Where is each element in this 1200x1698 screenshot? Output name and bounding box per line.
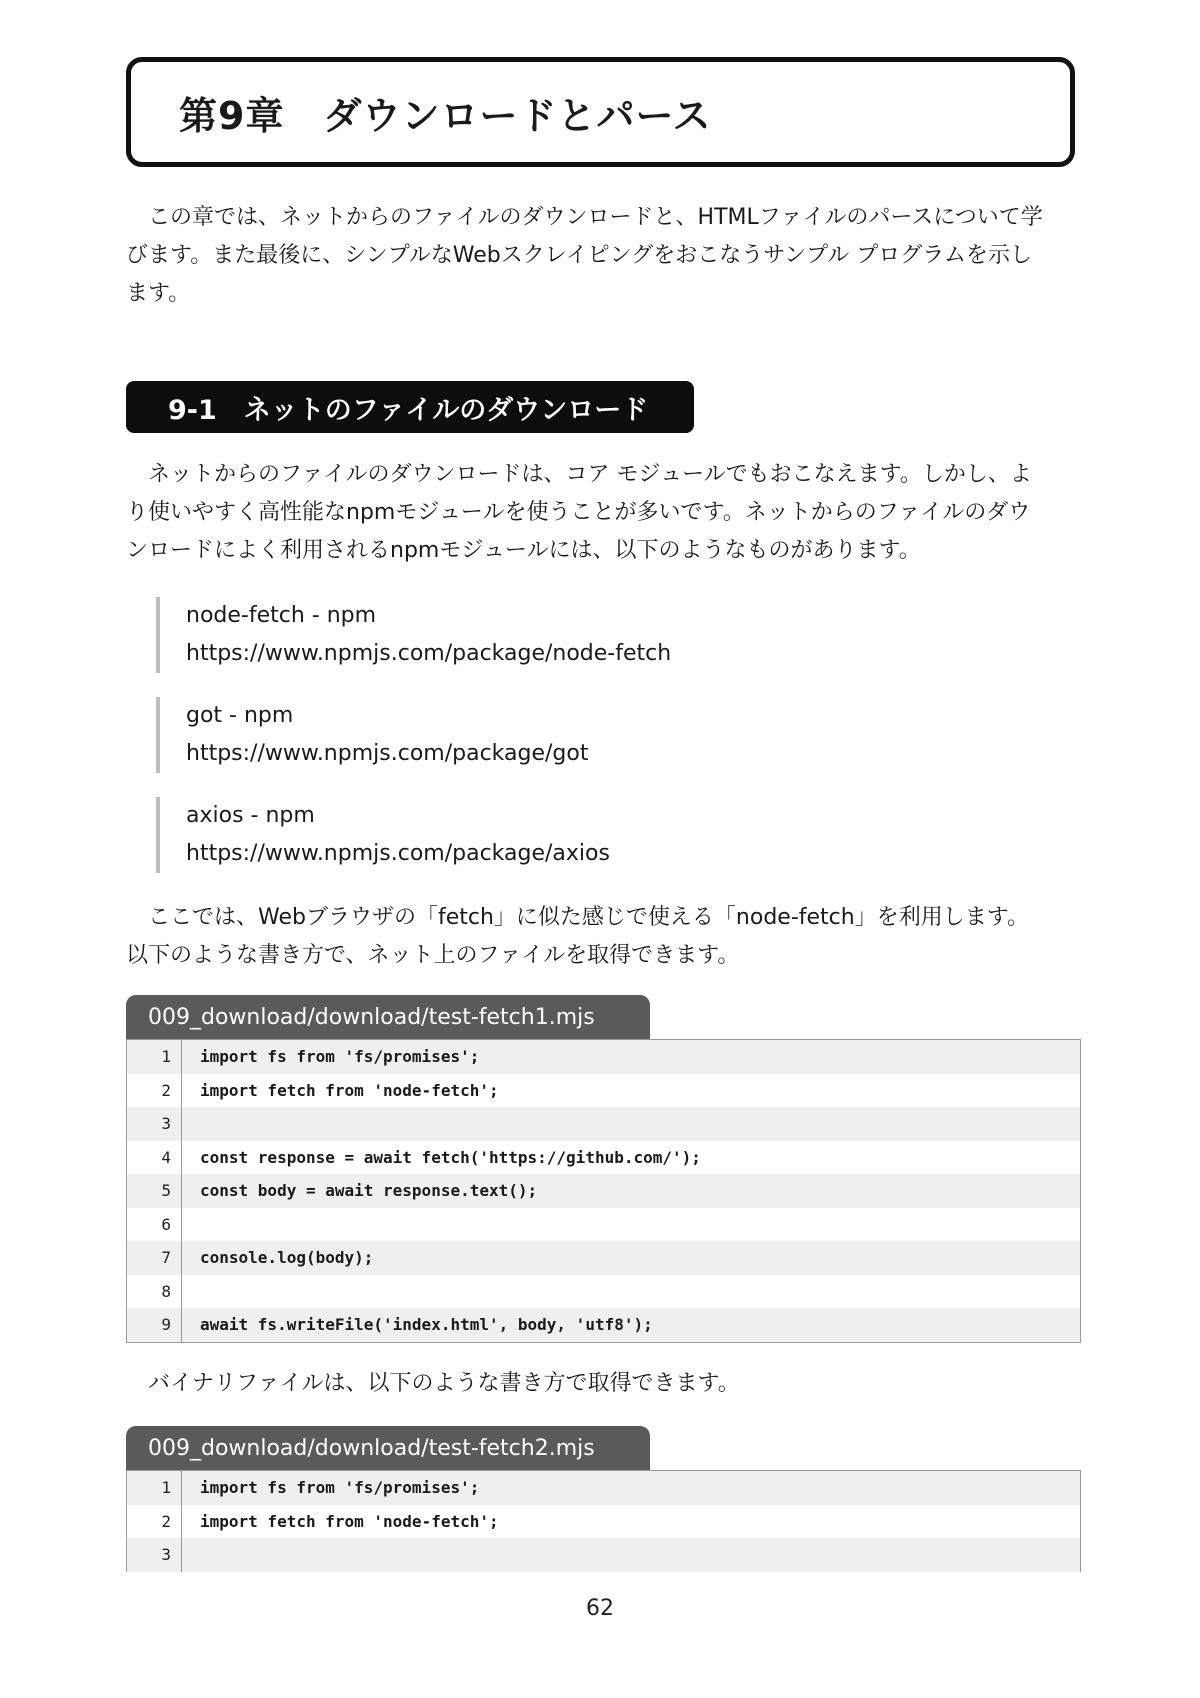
fetch-line: 以下のような書き方で、ネット上のファイルを取得できます。 [126, 943, 740, 968]
code-filename-tab [126, 1426, 650, 1470]
chapter-heading-box [126, 57, 1075, 167]
code-text: const response = await fetch('https://github.com/'); [200, 1147, 701, 1167]
code-line [127, 1275, 1080, 1309]
fetch-paragraph [126, 899, 1081, 975]
section-heading [126, 381, 694, 433]
line-number: 6 [127, 1208, 182, 1242]
code-text: import fetch from 'node-fetch'; [200, 1511, 499, 1531]
code-text: import fs from 'fs/promises'; [200, 1047, 480, 1067]
line-number: 4 [127, 1141, 182, 1175]
line-number: 2 [127, 1074, 182, 1108]
line-number: 2 [127, 1505, 182, 1539]
code-text: const body = await response.text(); [200, 1181, 538, 1201]
code-line [127, 1241, 1080, 1275]
section-line: り使いやすく高性能なnpmモジュールを使うことが多いです。ネットからのファイルのダウ [126, 500, 1031, 525]
reference-got [156, 697, 856, 773]
intro-line: びます。また最後に、シンプルなWebスクレイピングをおこなうサンプル プログラムを示し [126, 243, 1033, 268]
intro-line: この章では、ネットからのファイルのダウンロードと、HTMLファイルのパースについて学 [126, 205, 1043, 230]
code-block [126, 1470, 1081, 1572]
reference-url[interactable]: https://www.npmjs.com/package/got [186, 741, 589, 766]
line-number: 8 [127, 1275, 182, 1309]
section-paragraph [126, 456, 1081, 570]
binary-paragraph [126, 1365, 1081, 1403]
code-line [127, 1141, 1080, 1175]
code-line [127, 1538, 1080, 1572]
reference-name: axios - npm [186, 803, 315, 828]
reference-url[interactable]: https://www.npmjs.com/package/axios [186, 841, 610, 866]
code-line [127, 1174, 1080, 1208]
code-line [127, 1208, 1080, 1242]
code-text: await fs.writeFile('index.html', body, 'utf8'); [200, 1315, 653, 1335]
reference-url[interactable]: https://www.npmjs.com/package/node-fetch [186, 641, 672, 666]
code-line [127, 1107, 1080, 1141]
code-block [126, 1039, 1081, 1343]
section-title: 9-1 ネットのファイルのダウンロード [168, 394, 649, 426]
code-text: console.log(body); [200, 1248, 374, 1268]
line-number: 7 [127, 1241, 182, 1275]
binary-line: バイナリファイルは、以下のような書き方で取得できます。 [126, 1371, 740, 1396]
reference-axios [156, 797, 856, 873]
code-filename: 009_download/download/test-fetch1.mjs [148, 1004, 595, 1030]
line-number: 1 [127, 1471, 182, 1505]
code-line [127, 1471, 1080, 1505]
fetch-line: ここでは、Webブラウザの「fetch」に似た感じで使える「node-fetch」を利用します。 [126, 905, 1029, 930]
line-number: 1 [127, 1040, 182, 1074]
section-line: ネットからのファイルのダウンロードは、コア モジュールでもおこなえます。しかし、よ [126, 462, 1032, 487]
reference-name: got - npm [186, 703, 294, 728]
intro-line: ます。 [126, 281, 191, 306]
code-text: import fs from 'fs/promises'; [200, 1478, 480, 1498]
code-filename: 009_download/download/test-fetch2.mjs [148, 1435, 595, 1461]
code-filename-tab [126, 995, 650, 1039]
line-number: 3 [127, 1538, 182, 1572]
reference-node-fetch [156, 597, 856, 673]
intro-paragraph [126, 199, 1081, 313]
code-line [127, 1074, 1080, 1108]
code-text: import fetch from 'node-fetch'; [200, 1080, 499, 1100]
line-number: 5 [127, 1174, 182, 1208]
code-line [127, 1308, 1080, 1342]
page-number: 62 [586, 1596, 614, 1621]
line-number: 9 [127, 1308, 182, 1342]
code-line [127, 1505, 1080, 1539]
line-number: 3 [127, 1107, 182, 1141]
reference-name: node-fetch - npm [186, 603, 377, 628]
code-line [127, 1040, 1080, 1074]
chapter-title: 第9章 ダウンロードとパース [179, 93, 712, 138]
section-line: ンロードによく利用されるnpmモジュールには、以下のようなものがあります。 [126, 538, 921, 563]
